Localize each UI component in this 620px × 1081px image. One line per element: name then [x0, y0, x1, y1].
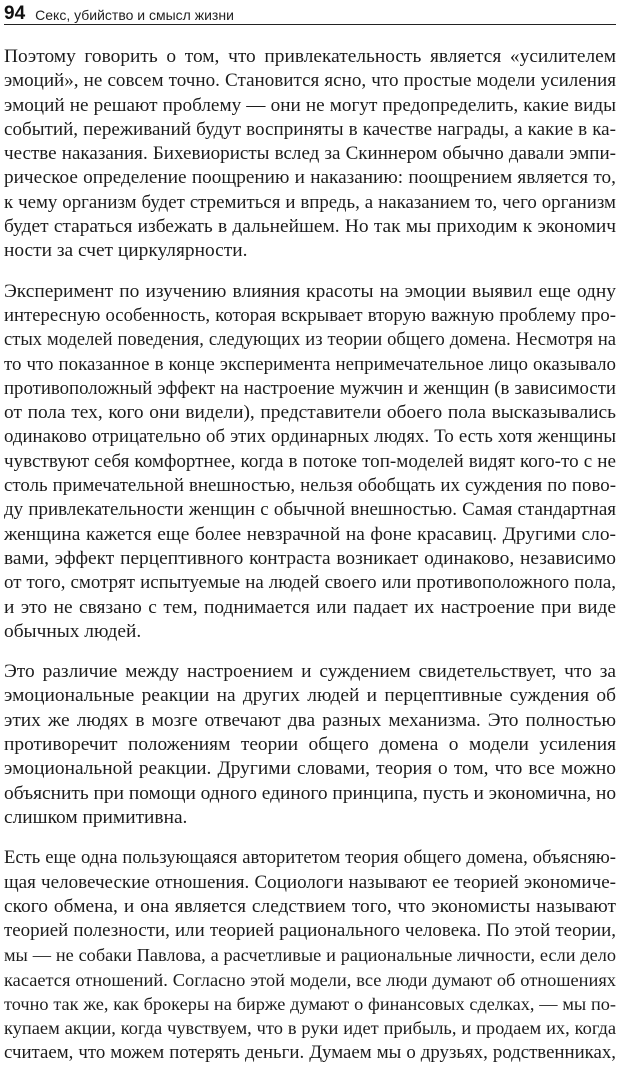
paragraph-3: [4, 660, 616, 830]
text-line: эмоциональной реакции. Другими словами, теория о том, что все можно: [4, 758, 616, 780]
text-line: точно так же, как брокеры на бирже думают о финансовых сделках, — мы по-: [4, 993, 616, 1014]
text-line: теорией полезности, или теорией рационального человека. По этой теории,: [4, 920, 616, 942]
page-number: 94: [4, 3, 26, 24]
text-line: от того, смотрят испытуемые на людей своего или противоположного пола,: [4, 572, 616, 594]
text-line: то что показанное в конце эксперимента непримечательное лицо оказывало: [4, 353, 616, 375]
text-line: Это различие между настроением и суждением свидетельствует, что за: [4, 661, 616, 683]
text-line: вами, эффект перцептивного контраста возникает одинаково, независимо: [4, 547, 616, 569]
text-line: к чему организм будет стремиться и впредь, а наказанием то, чего организм: [4, 191, 616, 213]
text-line: будет стараться избежать в дальнейшем. Но так мы приходим к экономич: [4, 216, 616, 238]
text-line: объяснить при помощи одного единого принципа, пусть и экономична, но: [4, 782, 617, 804]
text-line: чувствуют себя комфортнее, когда в потоке топ-моделей видят кого-то с не: [4, 450, 616, 472]
text-line: стых моделей поведения, следующих из теории общего домена. Несмотря на: [4, 329, 616, 351]
text-line: ности за счет циркулярности.: [4, 240, 248, 262]
text-line: столь примечательной внешностью, нельзя обобщать их суждения по пово-: [4, 475, 616, 497]
paragraph-1: [4, 45, 616, 264]
text-line: противоположный эффект на настроение мужчин и женщин (в зависимости: [4, 377, 616, 399]
text-line: эмоций не решают проблему — они не могут предопределить, какие виды: [4, 94, 616, 116]
body-text: [4, 45, 616, 1081]
text-line: и это не связано с тем, поднимается или падает их настроение при виде: [4, 596, 616, 618]
text-line: Есть еще одна пользующаяся авторитетом теория общего домена, объясняю-: [4, 847, 616, 869]
text-line: интересную особенность, которая вскрывает вторую важную проблему про-: [4, 304, 616, 326]
text-line: купаем акции, когда чувствуем, что в руки идет прибыль, и продаем их, когда: [4, 1018, 616, 1039]
text-line: щая человеческие отношения. Социологи называют ее теорией экономиче-: [4, 871, 616, 893]
text-line: честве наказания. Бихевиористы вслед за Скиннером обычно давали эмпи-: [4, 143, 616, 165]
paragraph-2: [4, 280, 616, 644]
text-line: считаем, что можем потерять деньги. Думаем мы о друзьях, родственниках,: [4, 1041, 616, 1063]
paragraph-4: [4, 846, 616, 1065]
text-line: ского обмена, и она является следствием того, что экономисты называют: [4, 895, 616, 917]
text-line: обычных людей.: [4, 620, 142, 642]
text-line: эмоциональные реакции на других людей и перцептивные суждения об: [4, 685, 616, 707]
text-line: касается отношений. Согласно этой модели, все люди думают об отношениях: [4, 969, 616, 990]
text-line: противоречит положениям теории общего домена о модели усиления: [4, 734, 616, 756]
text-line: Эксперимент по изучению влияния красоты на эмоции выявил еще одну: [4, 280, 616, 302]
text-line: женщина кажется еще более невзрачной на фоне красавиц. Другими сло-: [4, 523, 616, 545]
text-line: эмоций», не совсем точно. Становится ясно, что простые модели усиления: [4, 70, 616, 92]
text-line: ду привлекательности женщин с обычной внешностью. Самая стандартная: [4, 499, 616, 521]
text-line: Поэтому говорить о том, что привлекательность является «усилителем: [4, 46, 616, 67]
text-line: этих же людях в мозге отвечают два разных механизма. Это полностью: [4, 709, 616, 731]
text-line: слишком примитивна.: [4, 806, 188, 828]
text-line: событий, переживаний будут восприняты в качестве награды, а какие в ка-: [4, 118, 616, 140]
text-line: одинаково отрицательно об этих ординарных людях. То есть хотя женщины: [4, 426, 616, 448]
running-title: Секс, убийство и смысл жизни: [35, 7, 234, 23]
page-header: [4, 2, 616, 25]
text-line: от пола тех, кого они видели), представители обоего пола высказывались: [4, 402, 616, 424]
text-line: рическое определение поощрению и наказанию: поощрением является то,: [4, 167, 616, 189]
text-line: мы — не собаки Павлова, а расчетливые и рациональные личности, если дело: [4, 945, 616, 966]
